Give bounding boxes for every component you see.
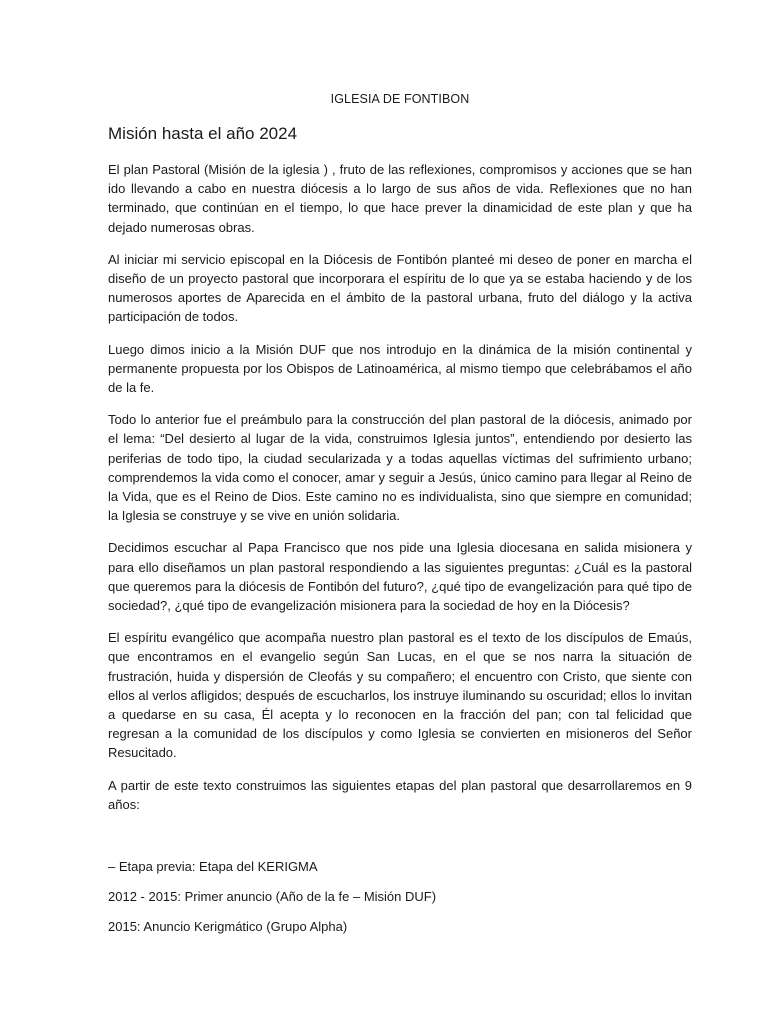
- paragraph: Luego dimos inicio a la Misión DUF que nos introdujo en la dinámica de la misión continental y permanente propuesta por los Obispos de Latinoamérica, al mismo tiempo que celebrábamos el año de la fe.: [108, 341, 692, 396]
- paragraph: A partir de este texto construimos las siguientes etapas del plan pastoral que desarrollaremos en 9 años:: [108, 777, 692, 812]
- stage-item: 2012 - 2015: Primer anuncio (Año de la fe – Misión DUF): [108, 889, 437, 905]
- document-title: Misión hasta el año 2024: [108, 124, 298, 143]
- paragraph: Decidimos escuchar al Papa Francisco que nos pide una Iglesia diocesana en salida misionera y para ello diseñamos un plan pastoral respondiendo a las siguientes preguntas: ¿Cuál es la pastoral que queremos para la diócesis de Fontibón del futuro?, ¿qué tipo de evangelización para qué tipo de sociedad?, ¿qué tipo de evangelización misionera para la sociedad de hoy en la Diócesis?: [108, 540, 692, 614]
- stage-item: 2015: Anuncio Kerigmático (Grupo Alpha): [108, 919, 348, 935]
- paragraph: El espíritu evangélico que acompaña nuestro plan pastoral es el texto de los discípulos de Emaús, que encontramos en el evangelio según San Lucas, en el que se nos narra la situación de frustración, huida y dispersión de Cleofás y su compañero; el encuentro con Cristo, que siente con ellos al verlos afligidos; después de escucharlos, los instruye iluminando su oscuridad; ellos lo invitan a quedarse en su casa, Él acepta y lo reconocen en la fracción del pan; con tal felicidad que regresan a la comunidad de los discípulos y como Iglesia se convierten en misioneros del Señor Resucitado.: [108, 630, 692, 761]
- document-heading: IGLESIA DE FONTIBON: [330, 92, 470, 106]
- blank-space: [108, 827, 692, 857]
- paragraph: Al iniciar mi servicio episcopal en la Diócesis de Fontibón planteé mi deseo de poner en marcha el diseño de un proyecto pastoral que incorporara el espíritu de lo que ya se estaba haciendo y de los numerosos aportes de Aparecida en el ámbito de la pastoral urbana, fruto del diálogo y la activa participación de todos.: [108, 251, 692, 325]
- paragraph: El plan Pastoral (Misión de la iglesia ) , fruto de las reflexiones, compromisos y acciones que se han ido llevando a cabo en nuestra diócesis a lo largo de sus años de vida. Reflexiones que no han terminado, que continúan en el tiempo, lo que hace prever la dinamicidad de este plan y que ha dejado numerosas obras.: [108, 162, 692, 235]
- paragraph: Todo lo anterior fue el preámbulo para la construcción del plan pastoral de la diócesis, animado por el lema: “Del desierto al lugar de la vida, construimos Iglesia juntos”, entendiendo por desierto las periferias de todo tipo, la ciudad secularizada y a todas aquellas víctimas del sufrimiento urbano; comprendemos la vida como el conocer, amar y seguir a Jesús, único camino para llegar al Reino de la Vida, que es el Reino de Dios. Este camino no es individualista, sino que siempre en comunidad; la Iglesia se construye y se vive en unión solidaria.: [108, 412, 692, 524]
- stage-item: – Etapa previa: Etapa del KERIGMA: [108, 859, 318, 875]
